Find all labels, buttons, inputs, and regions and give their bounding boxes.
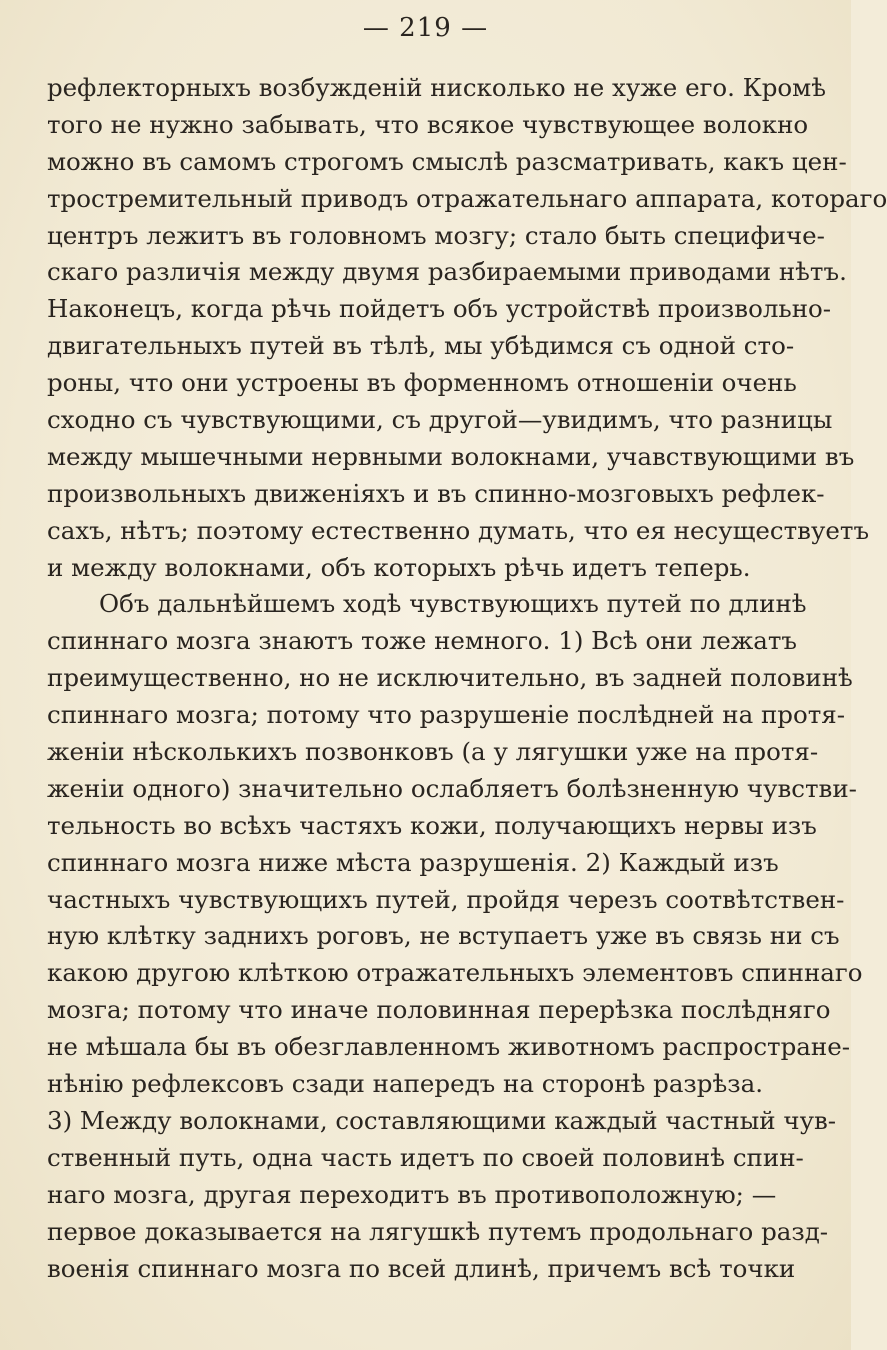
text-line: мозга; потому что иначе половинная перерѣзка послѣдняго [47,995,831,1025]
text-line: Наконецъ, когда рѣчь пойдетъ объ устройствѣ произвольно- [47,294,832,324]
text-line: сахъ, нѣтъ; поэтому естественно думать, что ея несуществуетъ [47,515,870,545]
text-line: скаго различія между двумя разбираемыми приводами нѣтъ. [47,257,847,287]
text-line: первое доказывается на лягушкѣ путемъ продольнаго разд- [47,1216,829,1246]
text-line: 3) Между волокнами, составляющими каждый частный чув- [47,1105,837,1135]
text-line: ственный путь, одна часть идетъ по своей половинѣ спин- [47,1142,804,1172]
text-line: спиннаго мозга; потому что разрушеніе послѣдней на протя- [47,700,846,730]
page-number: — 219 — [362,13,489,43]
text-line: рефлекторныхъ возбужденій нисколько не хуже его. Кромѣ [47,73,826,102]
text-line: тельность во всѣхъ частяхъ кожи, получающихъ нервы изъ [47,810,817,840]
text-line: наго мозга, другая переходитъ въ противоположную; — [47,1179,777,1209]
text-line: спиннаго мозга ниже мѣста разрушенія. 2) Каждый изъ [47,847,779,877]
text-line: двигательныхъ путей въ тѣлѣ, мы убѣдимся съ одной сто- [47,331,795,361]
text-line: нѣнію рефлексовъ сзади напередъ на сторонѣ разрѣза. [47,1069,764,1099]
text-line: женіи нѣсколькихъ позвонковъ (а у лягушки уже на протя- [47,737,819,767]
text-line: роны, что они устроены въ форменномъ отношеніи очень [47,368,797,398]
text-line: того не нужно забывать, что всякое чувствующее волокно [47,109,809,139]
text-line: какою другою клѣткою отражательныхъ элементовъ спиннаго [47,958,863,988]
text-line: преимущественно, но не исключительно, въ задней половинѣ [47,663,853,693]
text-line: не мѣшала бы въ обезглавленномъ животномъ распростране- [47,1032,850,1062]
text-line: ную клѣтку заднихъ роговъ, не вступаетъ уже въ связь ни съ [47,921,840,951]
text-line: частныхъ чувствующихъ путей, пройдя черезъ соотвѣтствен- [47,884,845,914]
text-line: женіи одного) значительно ослабляетъ болѣзненную чувстви- [47,773,857,803]
text-line: спиннаго мозга знаютъ тоже немного. 1) Всѣ они лежатъ [47,626,798,656]
text-line: можно въ самомъ строгомъ смыслѣ разсматривать, какъ цен- [47,146,847,176]
text-line: военія спиннаго мозга по всей длинѣ, причемъ всѣ точки [47,1253,796,1283]
text-line: тростремительный приводъ отражательнаго аппарата, котораго [47,183,887,213]
text-line: Объ дальнѣйшемъ ходѣ чувствующихъ путей по длинѣ [99,589,807,619]
text-line: между мышечными нервными волокнами, учавствующими въ [47,441,855,471]
text-line: произвольныхъ движеніяхъ и въ спинно-мозговыхъ рефлек- [47,478,825,508]
text-line: сходно съ чувствующими, съ другой—увидимъ, что разницы [47,405,833,435]
text-line: центръ лежитъ въ головномъ мозгу; стало быть специфиче- [47,220,825,250]
body-text [47,70,887,1287]
text-line: и между волокнами, объ которыхъ рѣчь идетъ теперь. [47,552,751,582]
